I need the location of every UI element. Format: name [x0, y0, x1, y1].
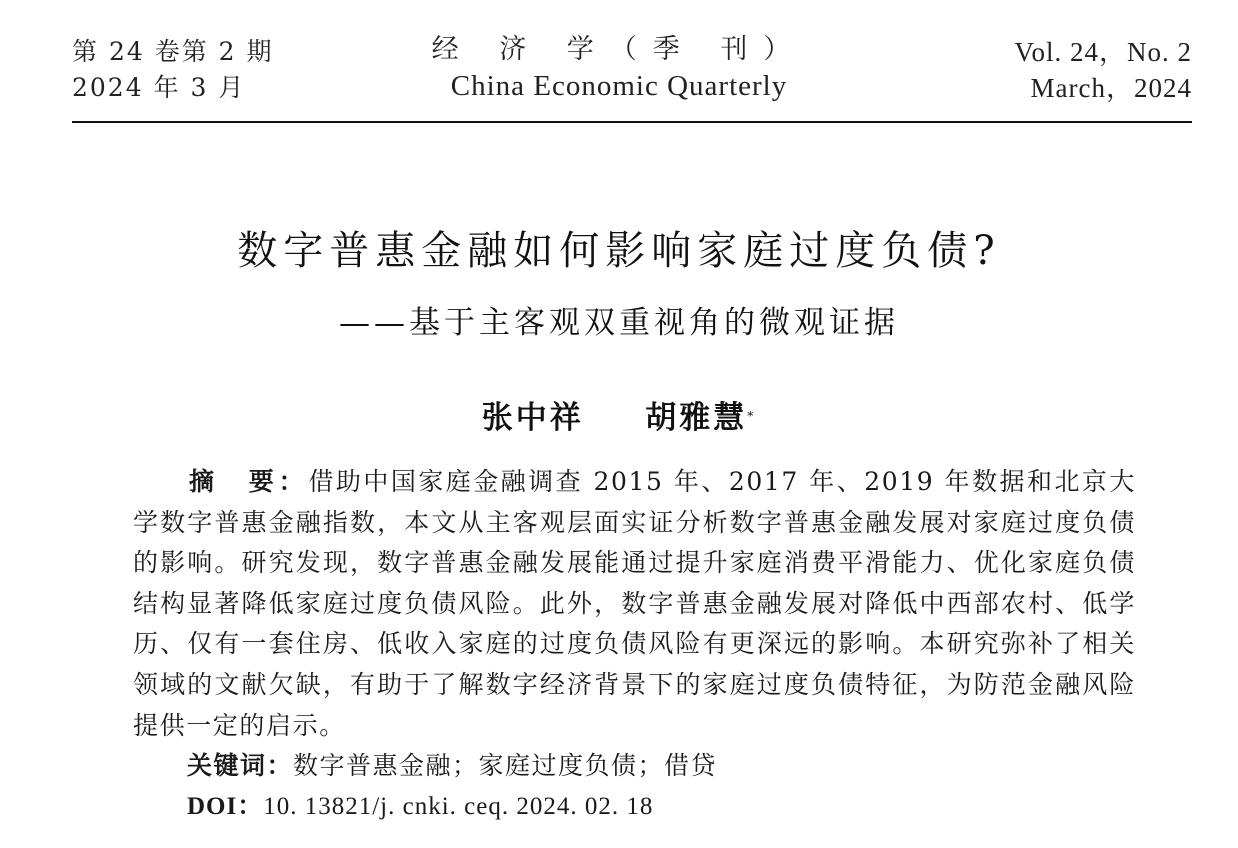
- author-name: 张中祥: [481, 400, 584, 436]
- date-en: March，2024: [1030, 73, 1192, 103]
- doi-text: 10. 13821/j. cnki. ceq. 2024. 02. 18: [263, 793, 654, 820]
- doi: [187, 787, 653, 827]
- header-right: [1014, 34, 1192, 106]
- author-name: 胡雅慧: [645, 400, 748, 436]
- keywords-text: 数字普惠金融；家庭过度负债；借贷: [293, 751, 718, 780]
- doi-label: DOI：: [187, 793, 264, 820]
- volume-cn: 第 24 卷第 2 期: [72, 37, 274, 66]
- article-title: 数字普惠金融如何影响家庭过度负债?: [237, 228, 1001, 274]
- abstract-label: 摘 要：: [189, 467, 309, 496]
- author-footnote-mark: *: [747, 409, 757, 423]
- journal-name-cn: 经 济 学（季 刊）: [431, 34, 807, 65]
- date-cn: 2024 年 3 月: [72, 73, 246, 102]
- journal-name-en: China Economic Quarterly: [450, 70, 788, 102]
- keywords-label: 关键词：: [187, 751, 294, 780]
- abstract: [133, 462, 1136, 746]
- article-subtitle: ——基于主客观双重视角的微观证据: [339, 305, 899, 341]
- header-rule: [72, 121, 1192, 123]
- author-line: [0, 396, 1238, 440]
- abstract-text: 借助中国家庭金融调查 2015 年、2017 年、2019 年数据和北京大学数字普惠金融指数，本文从主客观层面实证分析数字普惠金融发展对家庭过度负债的影响。研究发现，数字普惠金融发展能通过提升家庭消费平滑能力、优化家庭负债结构显著降低家庭过度负债风险。此外，数字普惠金融发展对降低中西部农村、低学历、仅有一套住房、低收入家庭的过度负债风险有更深远的影响。本研究弥补了相关领域的文献欠缺，有助于了解数字经济背景下的家庭过度负债特征，为防范金融风险提供一定的启示。: [133, 467, 1136, 740]
- keywords: [187, 746, 717, 786]
- volume-en: Vol. 24，No. 2: [1014, 37, 1192, 67]
